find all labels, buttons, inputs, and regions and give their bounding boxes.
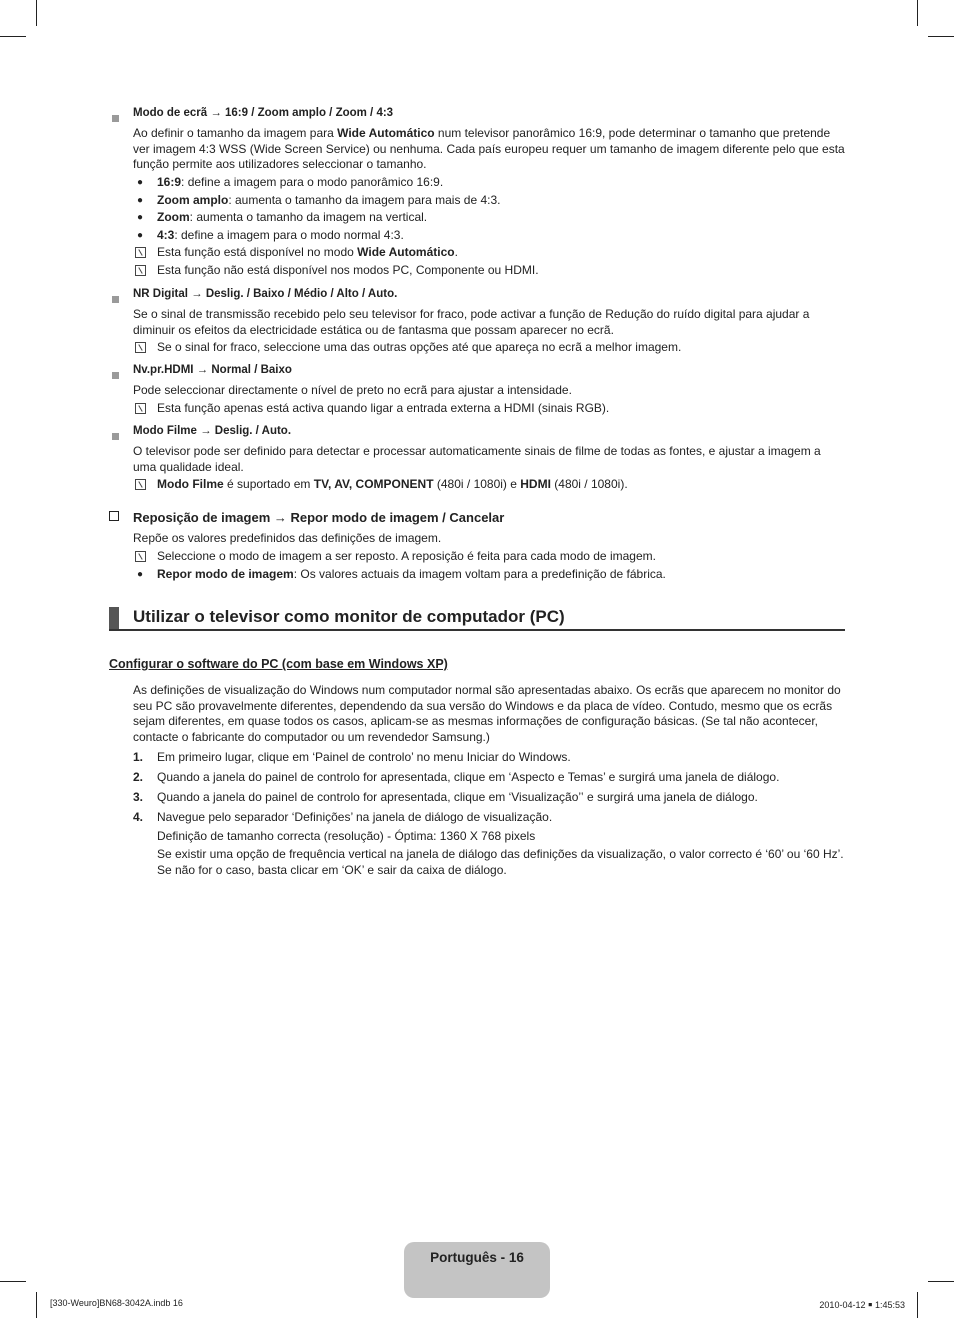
crop-mark bbox=[0, 1281, 26, 1282]
reset-picture-description: Repõe os valores predefinidos das definições de imagem. bbox=[133, 531, 442, 545]
option-title-hdmi-black: Nv.pr.HDMI → Normal / Baixo bbox=[133, 364, 292, 376]
list-item: ● Zoom: aumenta o tamanho da imagem na vertical. bbox=[137, 210, 428, 224]
section-heading: Utilizar o televisor como monitor de computador (PC) bbox=[133, 607, 565, 626]
note-icon bbox=[135, 403, 146, 414]
note-icon bbox=[135, 342, 146, 353]
list-item: ● Repor modo de imagem: Os valores actuais da imagem voltam para a predefinição de fábrica. bbox=[137, 566, 666, 581]
list-item: 1. Em primeiro lugar, clique em ‘Painel de controlo’ no menu Iniciar do Windows. bbox=[133, 750, 571, 764]
square-bullet-icon bbox=[112, 427, 119, 445]
option-title-film-mode: Modo Filme → Deslig. / Auto. bbox=[133, 425, 292, 437]
note-icon bbox=[135, 247, 146, 258]
option-title-screen-mode: Modo de ecrã → 16:9 / Zoom amplo / Zoom / 4:3 bbox=[133, 107, 394, 119]
crop-mark bbox=[0, 36, 26, 37]
hdmi-black-description: Pode seleccionar directamente o nível de preto no ecrã para ajustar a intensidade. bbox=[133, 383, 572, 397]
crop-mark bbox=[36, 0, 37, 26]
note: Esta função apenas está activa quando ligar a entrada externa a HDMI (sinais RGB). bbox=[133, 400, 845, 418]
list-item: ● 4:3: define a imagem para o modo normal 4:3. bbox=[137, 227, 404, 242]
square-bullet-icon bbox=[112, 290, 119, 308]
note: Esta função não está disponível nos modos PC, Componente ou HDMI. bbox=[133, 262, 845, 280]
note: Esta função está disponível no modo Wide Automático. bbox=[133, 244, 845, 262]
screen-mode-description: Ao definir o tamanho da imagem para Wide Automático num televisor panorâmico 16:9, pode determinar o tamanho que pretende ver imagem 4:3 WSS (Wide Screen Service) ou nenhuma. Cada país europeu requer um tamanho de imagem diferente pelo que esta função permite aos utilizadores seleccionar o tamanho. bbox=[133, 126, 845, 171]
heading-bar-icon bbox=[109, 607, 119, 629]
crop-mark bbox=[36, 1292, 37, 1318]
heading-underline bbox=[109, 629, 845, 631]
crop-mark bbox=[917, 1292, 918, 1318]
step4-resolution: Definição de tamanho correcta (resolução) - Óptima: 1360 X 768 pixels bbox=[157, 828, 536, 843]
checkbox-icon bbox=[109, 511, 119, 521]
note-icon bbox=[135, 265, 146, 276]
hdmi-black-notes bbox=[133, 400, 845, 418]
list-item: ● Zoom amplo: aumenta o tamanho da imagem para mais de 4:3. bbox=[137, 192, 501, 207]
reset-picture-details bbox=[133, 548, 845, 583]
subheading: Configurar o software do PC (com base em Windows XP) bbox=[109, 657, 448, 671]
list-item: 2. Quando a janela do painel de controlo for apresentada, clique em ‘Aspecto e Temas’ e surgirá uma janela de diálogo. bbox=[133, 770, 780, 784]
intro-paragraph: As definições de visualização do Windows num computador normal são apresentadas abaixo. Os ecrãs que aparecem no monitor do seu PC são provavelmente diferentes, dependendo da sua versão do Windows e da placa de vídeo. Contudo, mesmo que os ecrãs sejam diferentes, em quase todos os casos, aplicam-se as mesmas informações de configuração básicas. (Se tal não acontecer, contacte o fabricante do computador ou um revendedor Samsung.) bbox=[133, 683, 841, 744]
reset-picture-title: Reposição de imagem → Repor modo de imagem / Cancelar bbox=[133, 510, 505, 525]
screen-mode-list bbox=[133, 174, 845, 279]
step4-frequency: Se existir uma opção de frequência vertical na janela de diálogo das definições da visualização, o valor correcto é ‘60’ ou ‘60 Hz’. Se não for o caso, basta clicar em ‘OK’ e sair da caixa de diálogo. bbox=[157, 847, 844, 877]
nr-digital-notes bbox=[133, 339, 845, 357]
note: Seleccione o modo de imagem a ser reposto. A reposição é feita para cada modo de imagem. bbox=[133, 548, 845, 566]
note: Se o sinal for fraco, seleccione uma das outras opções até que apareça no ecrã a melhor imagem. bbox=[133, 339, 845, 357]
crop-mark bbox=[917, 0, 918, 26]
crop-mark bbox=[928, 36, 954, 37]
film-mode-notes bbox=[133, 476, 845, 494]
option-title-nr-digital: NR Digital → Deslig. / Baixo / Médio / Alto / Auto. bbox=[133, 288, 398, 300]
nr-digital-description: Se o sinal de transmissão recebido pelo seu televisor for fraco, pode activar a função de Redução do ruído digital para ajudar a diminuir os efeitos da electricidade estática ou de fantasma que possam aparecer no ecrã. bbox=[133, 307, 810, 337]
list-item: ● 16:9: define a imagem para o modo panorâmico 16:9. bbox=[137, 175, 444, 189]
page-label: Português - 16 bbox=[430, 1250, 524, 1265]
note: Modo Filme é suportado em TV, AV, COMPONENT (480i / 1080i) e HDMI (480i / 1080i). bbox=[133, 476, 845, 494]
list-item: 4. Navegue pelo separador ‘Definições’ na janela de diálogo de visualização. bbox=[133, 810, 553, 824]
square-bullet-icon bbox=[112, 109, 119, 127]
note-icon bbox=[135, 479, 146, 490]
square-bullet-icon bbox=[112, 366, 119, 384]
note-icon bbox=[135, 551, 146, 562]
file-info: [330-Weuro]BN68-3042A.indb 16 bbox=[50, 1298, 183, 1308]
crop-mark bbox=[928, 1281, 954, 1282]
list-item: 3. Quando a janela do painel de controlo for apresentada, clique em ‘Visualização’‛ e surgirá uma janela de diálogo. bbox=[133, 790, 758, 804]
film-mode-description: O televisor pode ser definido para detectar e processar automaticamente sinais de filme de todas as fontes, e ajustar a imagem a uma qualidade ideal. bbox=[133, 444, 821, 474]
print-date: 2010-04-12 ￭ 1:45:53 bbox=[819, 1300, 905, 1310]
steps-list bbox=[133, 750, 845, 878]
